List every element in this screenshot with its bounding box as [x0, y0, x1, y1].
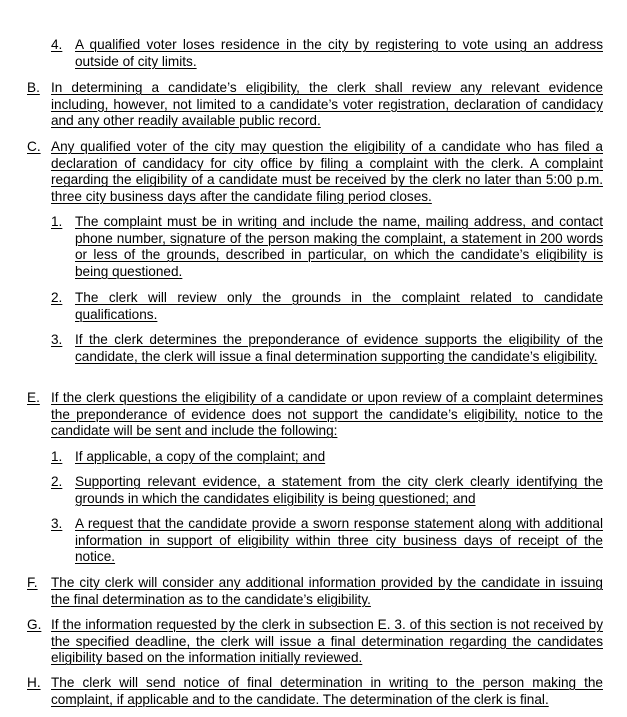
section-item: The city clerk will consider any additional information provided by the candidate in issuing the final determination as to the candidate’s eligibility. [51, 575, 603, 607]
subsection-item: If applicable, a copy of the complaint; and [75, 449, 326, 464]
section-item: If the clerk questions the eligibility of a candidate or upon review of a complaint determines the preponderance of evidence does not support the candidate’s eligibility, notice to the candidate will be sent and include the following: [51, 390, 603, 439]
section-marker: C. [27, 139, 41, 154]
item-marker: 3. [51, 332, 63, 347]
subsection-item: If the clerk determines the preponderance of evidence supports the eligibility of the candidate, the clerk will issue a final determination supporting the candidate’s eligibility. [75, 332, 603, 364]
subsection-item: A qualified voter loses residence in the city by registering to vote using an address outside of city limits. [75, 37, 603, 69]
item-marker: 1. [51, 449, 63, 464]
subsection-item: A request that the candidate provide a sworn response statement along with additional information in support of eligibility within three city business days of receipt of the notice. [75, 516, 603, 565]
section-item: If the information requested by the clerk in subsection E. 3. of this section is not received by the specified deadline, the clerk will issue a final determination regarding the candidates eligibility based on the information initially reviewed. [51, 617, 603, 666]
section-marker: H. [27, 675, 41, 690]
item-marker: 2. [51, 474, 63, 489]
section-marker: G. [27, 617, 42, 632]
item-marker: 2. [51, 290, 63, 305]
item-marker: 1. [51, 214, 63, 229]
section-marker: F. [27, 575, 38, 590]
item-marker: 4. [51, 37, 63, 52]
subsection-item: Supporting relevant evidence, a statement from the city clerk clearly identifying the grounds in which the candidates eligibility is being questioned; and [75, 474, 603, 506]
section-marker: E. [27, 390, 40, 405]
section-item: Any qualified voter of the city may question the eligibility of a candidate who has filed a declaration of candidacy for city office by filing a complaint with the clerk. A complaint regarding the eligibility of a candidate must be received by the clerk no later than 5:00 p.m. three city business days after the candidate filing period closes. [51, 139, 603, 204]
section-item: The clerk will send notice of final determination in writing to the person making the complaint, if applicable and to the candidate. The determination of the clerk is final. [51, 675, 603, 707]
section-marker: B. [27, 80, 40, 95]
item-marker: 3. [51, 516, 63, 531]
section-item: In determining a candidate’s eligibility, the clerk shall review any relevant evidence including, however, not limited to a candidate’s voter registration, declaration of candidacy and any other readily available public record. [51, 80, 603, 129]
subsection-item: The clerk will review only the grounds in the complaint related to candidate qualifications. [75, 290, 603, 322]
subsection-item: The complaint must be in writing and include the name, mailing address, and contact phone number, signature of the person making the complaint, a statement in 200 words or less of the grounds, described in particular, on which the candidate’s eligibility is being questioned. [75, 214, 603, 279]
